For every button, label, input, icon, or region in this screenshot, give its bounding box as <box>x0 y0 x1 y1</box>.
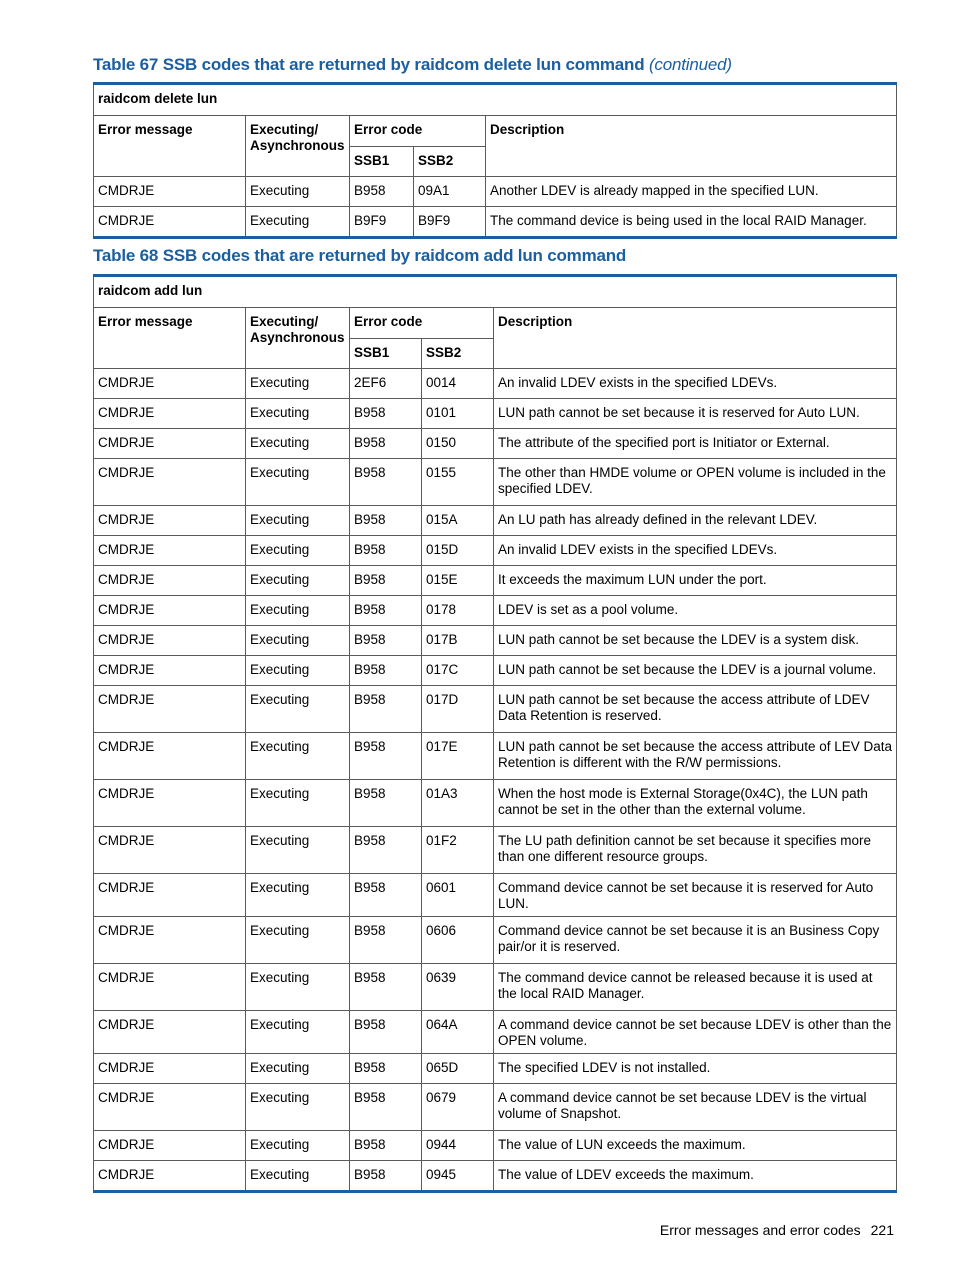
ssb1-cell: B958 <box>350 626 422 656</box>
description-cell: Command device cannot be set because it is reserved for Auto LUN. <box>494 874 897 917</box>
ssb2-cell: 015A <box>422 506 494 536</box>
header-error-code: Error code <box>350 116 486 147</box>
header-error-code: Error code <box>350 308 494 339</box>
table-row <box>94 1084 897 1131</box>
description-cell: An LU path has already defined in the relevant LDEV. <box>494 506 897 536</box>
description-cell: Another LDEV is already mapped in the specified LUN. <box>486 177 897 207</box>
error-message-cell: CMDRJE <box>94 399 246 429</box>
ssb2-cell: 017B <box>422 626 494 656</box>
executing-cell: Executing <box>246 1054 350 1084</box>
description-cell: LUN path cannot be set because the LDEV is a journal volume. <box>494 656 897 686</box>
description-cell: A command device cannot be set because LDEV is the virtual volume of Snapshot. <box>494 1084 897 1131</box>
ssb1-cell: B958 <box>350 917 422 964</box>
header-ssb2: SSB2 <box>422 339 494 369</box>
ssb2-cell: 017C <box>422 656 494 686</box>
table-row <box>94 686 897 733</box>
description-cell: When the host mode is External Storage(0x4C), the LUN path cannot be set in the other than the external volume. <box>494 780 897 827</box>
description-cell: A command device cannot be set because LDEV is other than the OPEN volume. <box>494 1011 897 1054</box>
ssb1-cell: B958 <box>350 1011 422 1054</box>
table-row <box>94 506 897 536</box>
ssb1-cell: B958 <box>350 536 422 566</box>
executing-cell: Executing <box>246 1131 350 1161</box>
page-footer <box>660 1222 894 1238</box>
table-row <box>94 917 897 964</box>
executing-cell: Executing <box>246 656 350 686</box>
error-message-cell: CMDRJE <box>94 917 246 964</box>
ssb1-cell: B958 <box>350 459 422 506</box>
error-message-cell: CMDRJE <box>94 964 246 1011</box>
description-cell: LUN path cannot be set because it is reserved for Auto LUN. <box>494 399 897 429</box>
table-row <box>94 566 897 596</box>
ssb2-cell: 0639 <box>422 964 494 1011</box>
description-cell: It exceeds the maximum LUN under the port. <box>494 566 897 596</box>
description-cell: LDEV is set as a pool volume. <box>494 596 897 626</box>
executing-cell: Executing <box>246 874 350 917</box>
table-row <box>94 596 897 626</box>
description-cell: LUN path cannot be set because the access attribute of LEV Data Retention is different with the R/W permissions. <box>494 733 897 780</box>
table-row <box>94 827 897 874</box>
table-row <box>94 429 897 459</box>
header-ssb1: SSB1 <box>350 339 422 369</box>
error-message-cell: CMDRJE <box>94 1161 246 1192</box>
ssb2-cell: 015E <box>422 566 494 596</box>
ssb1-cell: B958 <box>350 733 422 780</box>
ssb1-cell: B958 <box>350 596 422 626</box>
ssb2-cell: 065D <box>422 1054 494 1084</box>
error-message-cell: CMDRJE <box>94 596 246 626</box>
ssb2-cell: 0945 <box>422 1161 494 1192</box>
header-description: Description <box>494 308 897 369</box>
table-row <box>94 1131 897 1161</box>
ssb2-cell: 0944 <box>422 1131 494 1161</box>
table-row <box>94 780 897 827</box>
header-error-message: Error message <box>94 116 246 177</box>
ssb2-cell: 09A1 <box>414 177 486 207</box>
error-message-cell: CMDRJE <box>94 459 246 506</box>
error-message-cell: CMDRJE <box>94 686 246 733</box>
ssb2-cell: 015D <box>422 536 494 566</box>
command-name: raidcom add lun <box>94 276 897 308</box>
table-row <box>94 177 897 207</box>
description-cell: The value of LUN exceeds the maximum. <box>494 1131 897 1161</box>
ssb1-cell: B958 <box>350 399 422 429</box>
header-error-message: Error message <box>94 308 246 369</box>
table-row <box>94 1054 897 1084</box>
table-row <box>94 536 897 566</box>
description-cell: Command device cannot be set because it is an Business Copy pair/or it is reserved. <box>494 917 897 964</box>
error-message-cell: CMDRJE <box>94 780 246 827</box>
executing-cell: Executing <box>246 207 350 238</box>
executing-cell: Executing <box>246 827 350 874</box>
executing-cell: Executing <box>246 566 350 596</box>
ssb2-cell: 0679 <box>422 1084 494 1131</box>
ssb1-cell: 2EF6 <box>350 369 422 399</box>
description-cell: An invalid LDEV exists in the specified LDEVs. <box>494 369 897 399</box>
ssb1-cell: B9F9 <box>350 207 414 238</box>
table-row <box>94 207 897 238</box>
ssb1-cell: B958 <box>350 686 422 733</box>
description-cell: The value of LDEV exceeds the maximum. <box>494 1161 897 1192</box>
executing-cell: Executing <box>246 1011 350 1054</box>
description-cell: The command device is being used in the local RAID Manager. <box>486 207 897 238</box>
continued-label: (continued) <box>648 55 732 74</box>
description-cell: The LU path definition cannot be set because it specifies more than one different resource groups. <box>494 827 897 874</box>
executing-cell: Executing <box>246 1161 350 1192</box>
description-cell: An invalid LDEV exists in the specified LDEVs. <box>494 536 897 566</box>
error-message-cell: CMDRJE <box>94 1054 246 1084</box>
ssb1-cell: B958 <box>350 780 422 827</box>
executing-cell: Executing <box>246 399 350 429</box>
error-message-cell: CMDRJE <box>94 429 246 459</box>
ssb2-cell: 0014 <box>422 369 494 399</box>
executing-cell: Executing <box>246 177 350 207</box>
error-message-cell: CMDRJE <box>94 827 246 874</box>
ssb1-cell: B958 <box>350 177 414 207</box>
ssb1-cell: B958 <box>350 1084 422 1131</box>
header-ssb1: SSB1 <box>350 147 414 177</box>
ssb2-cell: 0155 <box>422 459 494 506</box>
description-cell: The attribute of the specified port is Initiator or External. <box>494 429 897 459</box>
ssb2-cell: B9F9 <box>414 207 486 238</box>
description-cell: The other than HMDE volume or OPEN volume is included in the specified LDEV. <box>494 459 897 506</box>
executing-cell: Executing <box>246 596 350 626</box>
executing-cell: Executing <box>246 686 350 733</box>
executing-cell: Executing <box>246 506 350 536</box>
error-message-cell: CMDRJE <box>94 626 246 656</box>
executing-cell: Executing <box>246 369 350 399</box>
error-message-cell: CMDRJE <box>94 656 246 686</box>
executing-cell: Executing <box>246 964 350 1011</box>
table-68-caption: Table 68 SSB codes that are returned by raidcom add lun command <box>93 246 627 265</box>
table-row <box>94 369 897 399</box>
error-message-cell: CMDRJE <box>94 566 246 596</box>
ssb2-cell: 017D <box>422 686 494 733</box>
error-message-cell: CMDRJE <box>94 506 246 536</box>
table-row <box>94 1011 897 1054</box>
ssb2-cell: 0606 <box>422 917 494 964</box>
error-message-cell: CMDRJE <box>94 1084 246 1131</box>
page-number: 221 <box>870 1222 894 1238</box>
error-message-cell: CMDRJE <box>94 536 246 566</box>
error-message-cell: CMDRJE <box>94 1011 246 1054</box>
table-row <box>94 399 897 429</box>
table-67-caption: Table 67 SSB codes that are returned by raidcom delete lun command (continued) <box>93 55 732 74</box>
description-cell: LUN path cannot be set because the LDEV is a system disk. <box>494 626 897 656</box>
ssb1-cell: B958 <box>350 429 422 459</box>
executing-cell: Executing <box>246 536 350 566</box>
error-message-cell: CMDRJE <box>94 369 246 399</box>
table-row <box>94 964 897 1011</box>
error-message-cell: CMDRJE <box>94 177 246 207</box>
executing-cell: Executing <box>246 1084 350 1131</box>
ssb1-cell: B958 <box>350 874 422 917</box>
description-cell: The specified LDEV is not installed. <box>494 1054 897 1084</box>
table-row <box>94 459 897 506</box>
ssb2-cell: 0178 <box>422 596 494 626</box>
error-message-cell: CMDRJE <box>94 1131 246 1161</box>
table-row <box>94 874 897 917</box>
table-row <box>94 1161 897 1192</box>
footer-section-title: Error messages and error codes <box>659 1222 861 1238</box>
ssb1-cell: B958 <box>350 566 422 596</box>
ssb1-cell: B958 <box>350 1054 422 1084</box>
ssb2-cell: 017E <box>422 733 494 780</box>
command-name: raidcom delete lun <box>94 84 897 116</box>
executing-cell: Executing <box>246 733 350 780</box>
header-executing: Executing/ Asynchronous <box>246 116 350 177</box>
table-row <box>94 733 897 780</box>
ssb1-cell: B958 <box>350 1161 422 1192</box>
table-67 <box>93 82 897 239</box>
ssb2-cell: 01A3 <box>422 780 494 827</box>
header-executing: Executing/ Asynchronous <box>246 308 350 369</box>
executing-cell: Executing <box>246 459 350 506</box>
executing-cell: Executing <box>246 917 350 964</box>
table-row <box>94 656 897 686</box>
ssb2-cell: 0601 <box>422 874 494 917</box>
description-cell: LUN path cannot be set because the access attribute of LDEV Data Retention is reserved. <box>494 686 897 733</box>
executing-cell: Executing <box>246 626 350 656</box>
header-ssb2: SSB2 <box>414 147 486 177</box>
ssb1-cell: B958 <box>350 1131 422 1161</box>
ssb1-cell: B958 <box>350 964 422 1011</box>
ssb2-cell: 0150 <box>422 429 494 459</box>
table-row <box>94 626 897 656</box>
ssb2-cell: 0101 <box>422 399 494 429</box>
table-68 <box>93 274 897 1193</box>
error-message-cell: CMDRJE <box>94 874 246 917</box>
error-message-cell: CMDRJE <box>94 207 246 238</box>
ssb2-cell: 01F2 <box>422 827 494 874</box>
executing-cell: Executing <box>246 429 350 459</box>
error-message-cell: CMDRJE <box>94 733 246 780</box>
ssb1-cell: B958 <box>350 827 422 874</box>
ssb1-cell: B958 <box>350 506 422 536</box>
executing-cell: Executing <box>246 780 350 827</box>
header-description: Description <box>486 116 897 177</box>
ssb2-cell: 064A <box>422 1011 494 1054</box>
ssb1-cell: B958 <box>350 656 422 686</box>
description-cell: The command device cannot be released because it is used at the local RAID Manager. <box>494 964 897 1011</box>
